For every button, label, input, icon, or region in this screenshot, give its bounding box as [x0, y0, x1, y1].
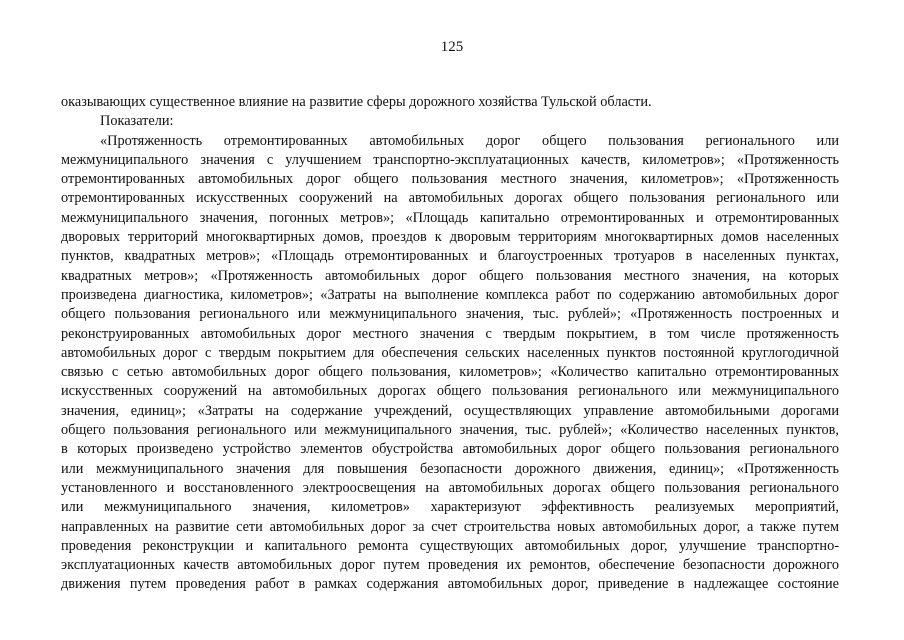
- text-line: отремонтированных автомобильных дорог общего пользования местного значения, километров»; «Протяженность: [61, 171, 839, 188]
- text-line: установленного и восстановленного электроосвещения на автомобильных дорогах общего пользования регионального: [61, 479, 839, 496]
- text-line: проведения реконструкции и капитального ремонта существующих автомобильных дорог, улучшение транспортно-: [61, 537, 839, 554]
- text-line: или межмуниципального значения для повышения безопасности дорожного движения, единиц»; «Протяженность: [61, 460, 839, 477]
- text-line: значения, единиц»; «Затраты на содержание учреждений, осуществляющих управление автомобильными дорогами: [61, 402, 839, 419]
- text-line: межмуниципального значения с улучшением транспортно-эксплуатационных качеств, километров»; «Протяженность: [61, 151, 839, 168]
- text-line: эксплуатационных качеств автомобильных дорог путем проведения их ремонтов, обеспечение безопасности дорожного: [61, 557, 839, 574]
- text-line: искусственных сооружений на автомобильных дорогах общего пользования регионального или межмуниципального: [61, 383, 839, 400]
- body-text: [61, 93, 839, 595]
- text-line: направленных на развитие сети автомобильных дорог за счет строительства новых автомобильных дорог, а также путем: [61, 518, 839, 535]
- text-line: автомобильных дорог с твердым покрытием для обеспечения сельских населенных пунктов постоянной круглогодичной: [61, 344, 839, 361]
- text-line: общего пользования регионального или межмуниципального значения, тыс. рублей»; «Протяженность построенных и: [61, 306, 839, 323]
- text-line: межмуниципального значения, погонных метров»; «Площадь капитально отремонтированных и отремонтированных: [61, 209, 839, 226]
- page-number: 125: [440, 39, 464, 55]
- text-line: в которых произведено устройство элементов обустройства автомобильных дорог общего пользования регионального: [61, 441, 839, 458]
- text-line: или межмуниципального значения, километров» характеризуют эффективность реализуемых мероприятий,: [61, 499, 839, 516]
- text-line: реконструированных автомобильных дорог местного значения с твердым покрытием, в том числе протяженность: [61, 325, 839, 342]
- text-line: оказывающих существенное влияние на развитие сферы дорожного хозяйства Тульской области.: [61, 94, 652, 110]
- text-line: общего пользования регионального или межмуниципального значения, тыс. рублей»; «Количество населенных пунктов,: [61, 422, 839, 439]
- text-line: отремонтированных искусственных сооружений на автомобильных дорогах общего пользования регионального или: [61, 190, 839, 207]
- text-line: произведена диагностика, километров»; «Затраты на выполнение комплекса работ по содержанию автомобильных дорог: [61, 286, 839, 303]
- text-line: связью с сетью автомобильных дорог общего пользования, километров»; «Количество капитально отремонтированных: [61, 364, 839, 381]
- text-line: «Протяженность отремонтированных автомобильных дорог общего пользования регионального или: [100, 132, 839, 149]
- text-line: квадратных метров»; «Протяженность автомобильных дорог общего пользования местного значения, на которых: [61, 267, 839, 284]
- text-line: пунктов, квадратных метров»; «Площадь отремонтированных и благоустроенных тротуаров в населенных пунктах,: [61, 248, 839, 265]
- text-line: дворовых территорий многоквартирных домов, проездов к дворовым территориям многоквартирных домов населенных: [61, 229, 839, 246]
- text-line: Показатели:: [100, 113, 174, 130]
- text-line: движения путем проведения работ в рамках содержания автомобильных дорог, приведение в надлежащее состояние: [61, 576, 839, 593]
